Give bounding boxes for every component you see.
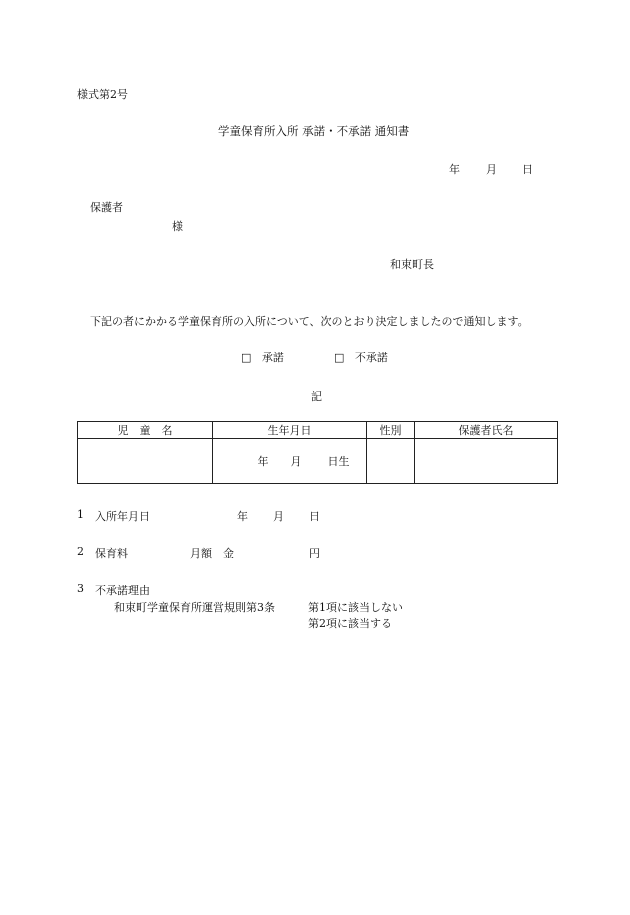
option-approve[interactable] bbox=[241, 349, 284, 365]
birth-year-label: 年 bbox=[257, 455, 269, 468]
header-guardian-name: 保護者氏名 bbox=[415, 422, 558, 439]
issuer: 和束町長 bbox=[390, 258, 434, 271]
checkbox-icon[interactable]: □ bbox=[334, 351, 345, 364]
birth-day-label: 日生 bbox=[327, 455, 350, 468]
page-title: 学童保育所入所 承諾・不承諾 通知書 bbox=[218, 124, 410, 138]
date-month-label: 月 bbox=[486, 163, 497, 176]
item3-clause2: 第2項に該当する bbox=[308, 617, 392, 630]
guardian-name-cell[interactable] bbox=[415, 439, 558, 484]
item2-monthly: 月額 金 bbox=[190, 547, 234, 560]
header-child-name: 児 童 名 bbox=[78, 422, 213, 439]
body-text: 下記の者にかかる学童保育所の入所について、次のとおり決定しましたので通知します。 bbox=[90, 315, 529, 328]
header-gender: 性別 bbox=[367, 422, 415, 439]
item1-year: 年 bbox=[237, 510, 248, 523]
birthdate-cell[interactable] bbox=[213, 439, 367, 484]
date-day-label: 日 bbox=[522, 163, 533, 176]
item1-label: 入所年月日 bbox=[95, 510, 150, 523]
item1-day: 日 bbox=[309, 510, 320, 523]
item1-number: 1 bbox=[77, 508, 84, 521]
item2-number: 2 bbox=[77, 545, 84, 558]
header-birthdate: 生年月日 bbox=[213, 422, 367, 439]
item2-label: 保育料 bbox=[95, 547, 128, 560]
child-name-cell[interactable] bbox=[78, 439, 213, 484]
item3-label: 不承諾理由 bbox=[95, 584, 150, 597]
form-number: 様式第2号 bbox=[77, 88, 128, 101]
option-reject[interactable] bbox=[334, 349, 388, 365]
gender-cell[interactable] bbox=[367, 439, 415, 484]
item2-yen: 円 bbox=[309, 547, 320, 560]
honorific: 様 bbox=[172, 220, 183, 233]
item3-clause1: 第1項に該当しない bbox=[308, 601, 403, 614]
ki-mark: 記 bbox=[311, 390, 322, 403]
table-row bbox=[78, 439, 558, 484]
item3-rule: 和束町学童保育所運営規則第3条 bbox=[114, 601, 275, 614]
option-reject-label: 不承諾 bbox=[354, 351, 388, 364]
item3-number: 3 bbox=[77, 582, 84, 595]
guardian-label: 保護者 bbox=[90, 201, 123, 214]
item1-month: 月 bbox=[273, 510, 284, 523]
date-year-label: 年 bbox=[449, 163, 460, 176]
option-approve-label: 承諾 bbox=[261, 351, 284, 364]
checkbox-icon[interactable]: □ bbox=[241, 351, 252, 364]
table-header-row bbox=[78, 422, 558, 439]
birth-month-label: 月 bbox=[290, 455, 302, 468]
child-info-table bbox=[77, 421, 558, 484]
